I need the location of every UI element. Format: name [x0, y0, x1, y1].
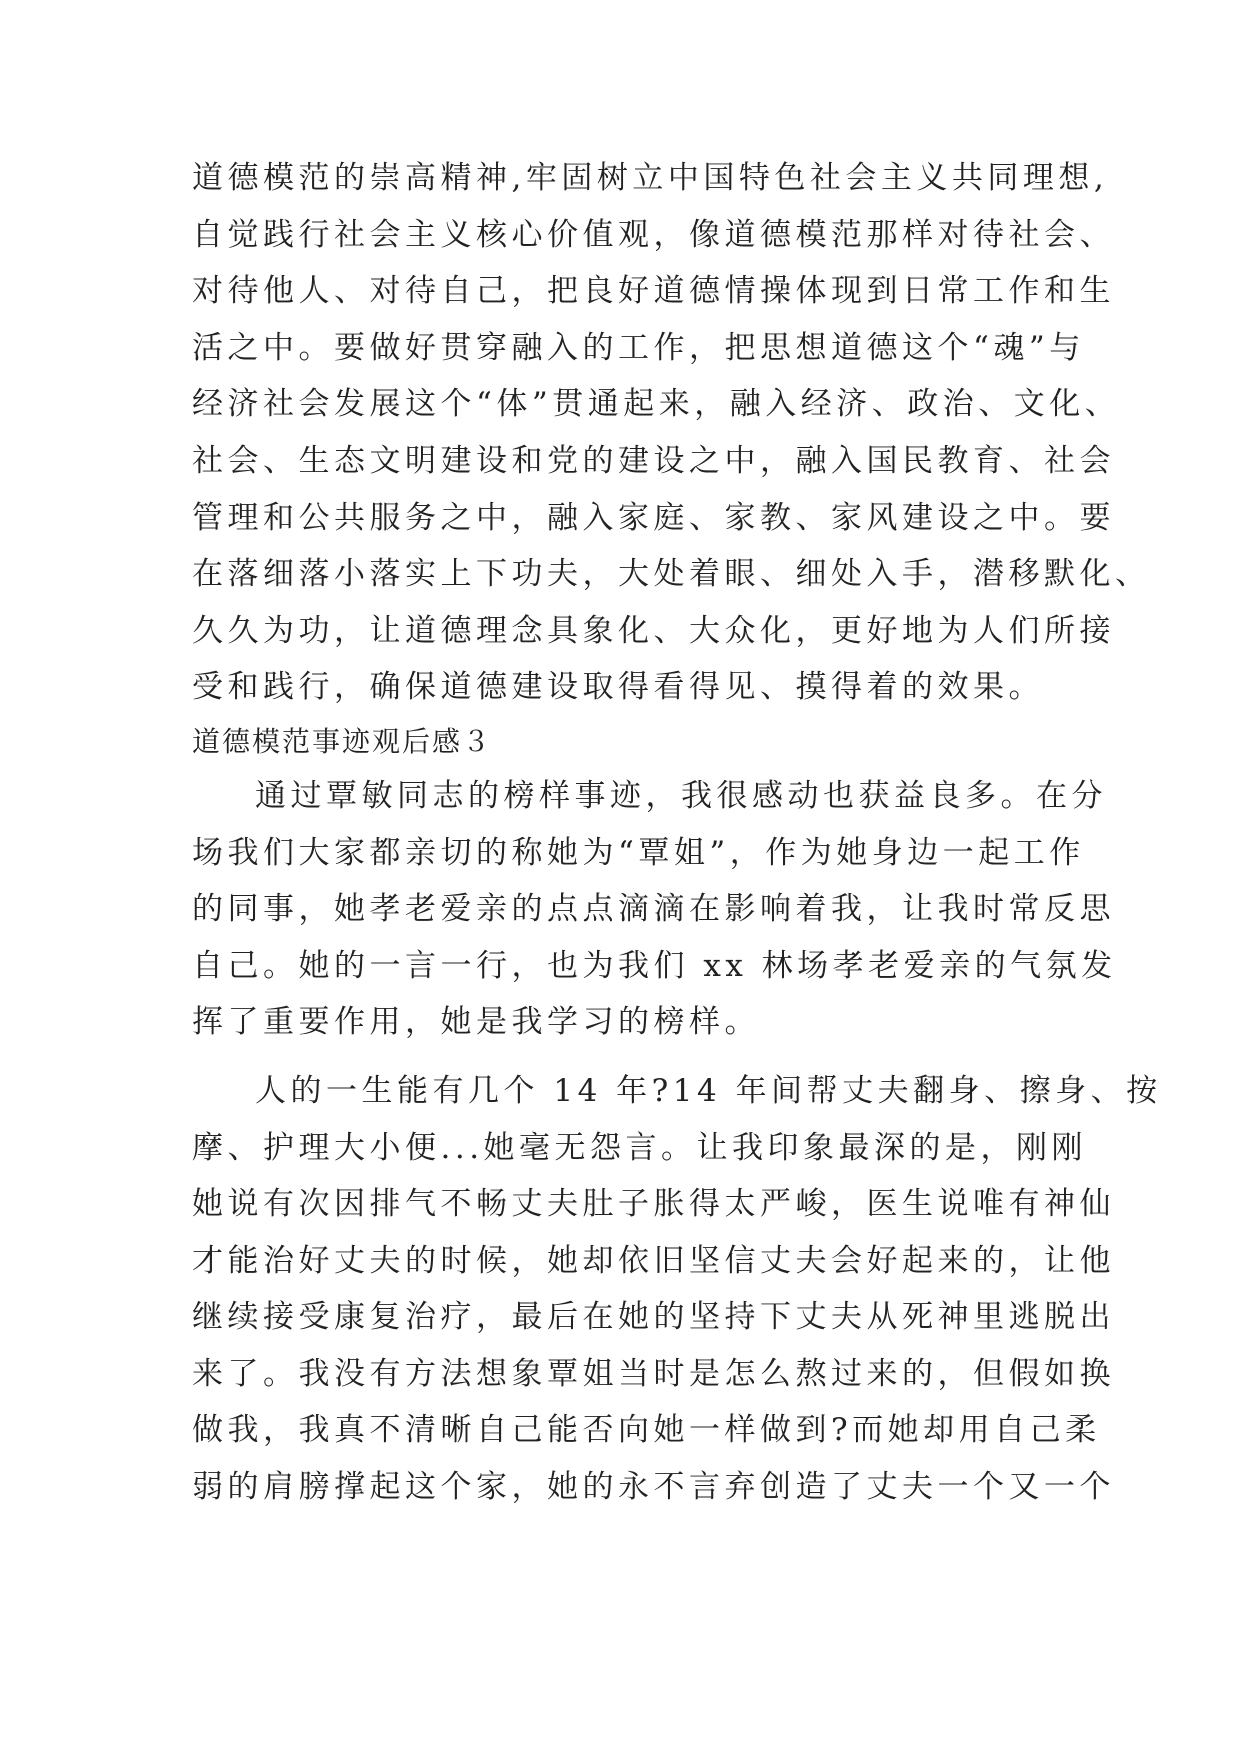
text-line: 弱的肩膀撑起这个家，她的永不言弃创造了丈夫一个又一个 [192, 1469, 1115, 1506]
text-line: 继续接受康复治疗，最后在她的坚持下丈夫从死神里逃脱出 [192, 1299, 1115, 1336]
text-line: 对待他人、对待自己，把良好道德情操体现到日常工作和生 [192, 273, 1115, 310]
text-line: 她说有次因排气不畅丈夫肚子胀得太严峻，医生说唯有神仙 [192, 1186, 1115, 1223]
text-line: 摩、护理大小便...她毫无怨言。让我印象最深的是，刚刚 [192, 1129, 1088, 1166]
section-continuation [192, 150, 1151, 716]
text-line: 活之中。要做好贯穿融入的工作，把思想道德这个“魂”与 [192, 329, 1085, 366]
text-line: 社会、生态文明建设和党的建设之中，融入国民教育、社会 [192, 442, 1115, 479]
text-line: 道德模范的崇高精神,牢固树立中国特色社会主义共同理想, [192, 160, 1109, 196]
text-line: 受和践行，确保道德建设取得看得见、摸得着的效果。 [192, 669, 1044, 706]
text-line: 管理和公共服务之中，融入家庭、家教、家风建设之中。要 [192, 499, 1115, 536]
text-line: 做我，我真不清晰自己能否向她一样做到?而她却用自己柔 [192, 1412, 1101, 1449]
text-line: 才能治好丈夫的时候，她却依旧坚信丈夫会好起来的，让他 [192, 1242, 1115, 1279]
text-line: 久久为功，让道德理念具象化、大众化，更好地为人们所接 [192, 612, 1115, 649]
text-line: 来了。我没有方法想象覃姐当时是怎么熬过来的，但假如换 [192, 1355, 1115, 1392]
paragraph-2 [192, 1063, 1162, 1516]
text-line: 场我们大家都亲切的称她为“覃姐”，作为她身边一起工作 [192, 834, 1085, 871]
text-line: 自觉践行社会主义核心价值观，像道德模范那样对待社会、 [192, 216, 1115, 253]
document-body [192, 150, 1162, 1516]
text-line: 在落细落小落实上下功夫，大处着眼、细处入手，潜移默化、 [192, 556, 1151, 593]
paragraph-1 [192, 768, 1117, 1051]
text-line: 自己。她的一言一行，也为我们 xx 林场孝老爱亲的气氛发 [192, 947, 1117, 984]
section-heading: 道德模范事迹观后感３ [192, 724, 493, 758]
paragraph-gap [192, 1051, 1092, 1063]
text-line: 经济社会发展这个“体”贯通起来，融入经济、政治、文化、 [192, 386, 1121, 423]
text-line: 的同事，她孝老爱亲的点点滴滴在影响着我，让我时常反思 [192, 891, 1115, 928]
text-line: 人的一生能有几个 14 年?14 年间帮丈夫翻身、擦身、按 [255, 1072, 1162, 1109]
text-line: 通过覃敏同志的榜样事迹，我很感动也获益良多。在分 [255, 777, 1107, 814]
text-line: 挥了重要作用，她是我学习的榜样。 [192, 1004, 760, 1041]
